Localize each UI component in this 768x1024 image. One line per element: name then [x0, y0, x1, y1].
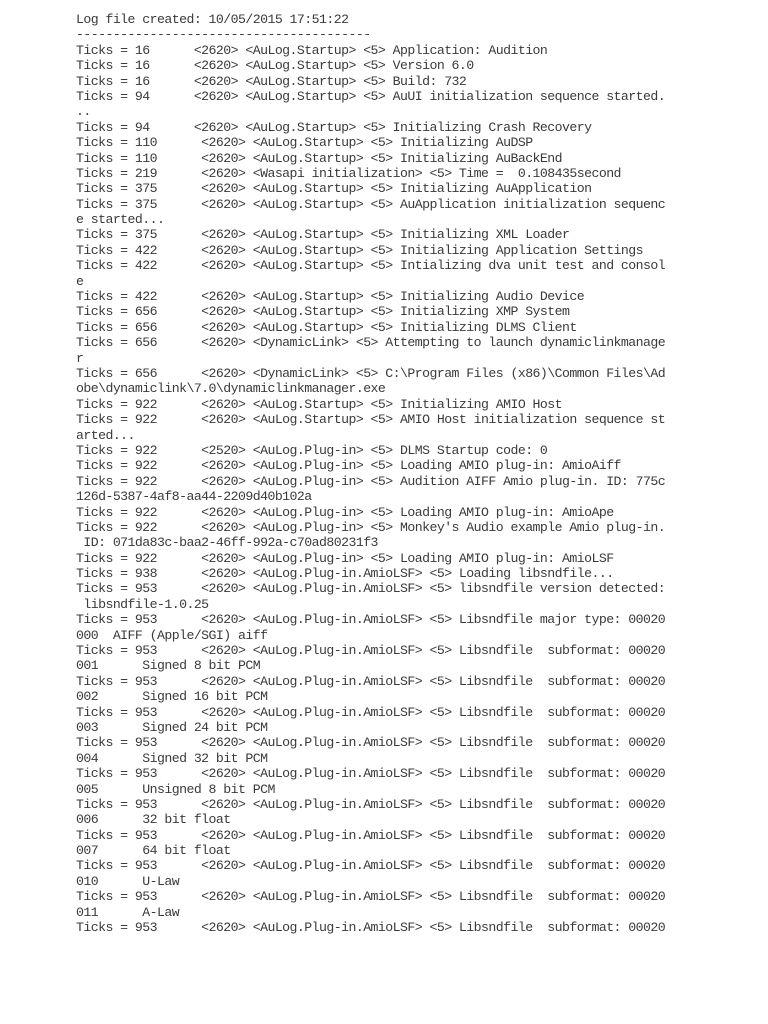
log-line: 005 Unsigned 8 bit PCM — [76, 781, 275, 797]
log-line: arted... — [76, 427, 135, 443]
log-line: Ticks = 375 <2620> <AuLog.Startup> <5> Initializing XML Loader — [76, 227, 570, 243]
log-line: Ticks = 953 <2620> <AuLog.Plug-in.AmioLSF> <5> Libsndfile subformat: 00020 — [76, 673, 666, 689]
log-line: Ticks = 922 <2620> <AuLog.Plug-in> <5> Loading AMIO plug-in: AmioApe — [76, 504, 614, 520]
log-line: Ticks = 656 <2620> <AuLog.Startup> <5> Initializing DLMS Client — [76, 319, 577, 335]
log-line: Ticks = 16 <2620> <AuLog.Startup> <5> Version 6.0 — [76, 58, 474, 74]
log-line: Ticks = 953 <2620> <AuLog.Plug-in.AmioLSF> <5> Libsndfile subformat: 00020 — [76, 766, 666, 782]
log-line: Ticks = 16 <2620> <AuLog.Startup> <5> Application: Audition — [76, 42, 548, 58]
log-line: 006 32 bit float — [76, 812, 231, 828]
log-line: ID: 071da83c-baa2-46ff-992a-c70ad80231f3 — [76, 535, 378, 551]
log-line: 010 U-Law — [76, 873, 180, 889]
log-line: Ticks = 422 <2620> <AuLog.Startup> <5> Intializing dva unit test and consol — [76, 258, 666, 274]
log-line: Ticks = 922 <2520> <AuLog.Plug-in> <5> DLMS Startup code: 0 — [76, 442, 548, 458]
log-line: Ticks = 953 <2620> <AuLog.Plug-in.AmioLSF> <5> Libsndfile subformat: 00020 — [76, 889, 666, 905]
log-line: Ticks = 94 <2620> <AuLog.Startup> <5> AuUI initialization sequence started. — [76, 88, 666, 104]
log-line: 003 Signed 24 bit PCM — [76, 719, 268, 735]
log-line: Ticks = 922 <2620> <AuLog.Plug-in> <5> Loading AMIO plug-in: AmioLSF — [76, 550, 614, 566]
log-line: 007 64 bit float — [76, 843, 231, 859]
log-line: Ticks = 110 <2620> <AuLog.Startup> <5> Initializing AuBackEnd — [76, 150, 563, 166]
log-line: obe\dynamiclink\7.0\dynamiclinkmanager.exe — [76, 381, 386, 397]
log-line: e started... — [76, 212, 165, 228]
log-line: Ticks = 656 <2620> <DynamicLink> <5> Attempting to launch dynamiclinkmanage — [76, 335, 666, 351]
log-line: .. — [76, 104, 91, 120]
log-line: Ticks = 953 <2620> <AuLog.Plug-in.AmioLSF> <5> Libsndfile subformat: 00020 — [76, 796, 666, 812]
log-line: Ticks = 656 <2620> <DynamicLink> <5> C:\Program Files (x86)\Common Files\Ad — [76, 365, 666, 381]
log-line: Ticks = 94 <2620> <AuLog.Startup> <5> Initializing Crash Recovery — [76, 119, 592, 135]
log-separator: ---------------------------------------- — [76, 27, 371, 43]
log-line: Ticks = 922 <2620> <AuLog.Plug-in> <5> Loading AMIO plug-in: AmioAiff — [76, 458, 621, 474]
log-line: 000 AIFF (Apple/SGI) aiff — [76, 627, 268, 643]
log-document — [76, 12, 676, 935]
log-line: Ticks = 422 <2620> <AuLog.Startup> <5> Initializing Application Settings — [76, 242, 644, 258]
log-line: e — [76, 273, 84, 289]
log-line: Ticks = 953 <2620> <AuLog.Plug-in.AmioLSF> <5> Libsndfile subformat: 00020 — [76, 827, 666, 843]
log-line: r — [76, 350, 84, 366]
log-line: Ticks = 375 <2620> <AuLog.Startup> <5> Initializing AuApplication — [76, 181, 592, 197]
log-line: Ticks = 110 <2620> <AuLog.Startup> <5> Initializing AuDSP — [76, 135, 533, 151]
log-line: Ticks = 922 <2620> <AuLog.Plug-in> <5> Audition AIFF Amio plug-in. ID: 775c — [76, 473, 666, 489]
log-line: Ticks = 953 <2620> <AuLog.Plug-in.AmioLSF> <5> Libsndfile subformat: 00020 — [76, 735, 666, 751]
log-line: Ticks = 953 <2620> <AuLog.Plug-in.AmioLSF> <5> Libsndfile major type: 00020 — [76, 612, 666, 628]
log-line: Ticks = 953 <2620> <AuLog.Plug-in.AmioLSF> <5> Libsndfile subformat: 00020 — [76, 643, 666, 659]
log-line: Ticks = 422 <2620> <AuLog.Startup> <5> Initializing Audio Device — [76, 289, 585, 305]
log-line: Ticks = 953 <2620> <AuLog.Plug-in.AmioLSF> <5> Libsndfile subformat: 00020 — [76, 920, 666, 936]
log-line: Ticks = 953 <2620> <AuLog.Plug-in.AmioLSF> <5> Libsndfile subformat: 00020 — [76, 858, 666, 874]
log-line: 004 Signed 32 bit PCM — [76, 750, 268, 766]
log-line: 011 A-Law — [76, 904, 180, 920]
log-lines — [76, 43, 676, 936]
log-line: Ticks = 219 <2620> <Wasapi initialization> <5> Time = 0.108435second — [76, 165, 621, 181]
log-line: Ticks = 922 <2620> <AuLog.Plug-in> <5> Monkey's Audio example Amio plug-in. — [76, 519, 666, 535]
log-line: Ticks = 656 <2620> <AuLog.Startup> <5> Initializing XMP System — [76, 304, 570, 320]
log-line: 001 Signed 8 bit PCM — [76, 658, 261, 674]
log-line: Ticks = 375 <2620> <AuLog.Startup> <5> AuApplication initialization sequenc — [76, 196, 666, 212]
log-line: Ticks = 953 <2620> <AuLog.Plug-in.AmioLSF> <5> Libsndfile subformat: 00020 — [76, 704, 666, 720]
log-line: Ticks = 922 <2620> <AuLog.Startup> <5> AMIO Host initialization sequence st — [76, 412, 666, 428]
log-line: Ticks = 16 <2620> <AuLog.Startup> <5> Build: 732 — [76, 73, 467, 89]
log-line: Ticks = 938 <2620> <AuLog.Plug-in.AmioLSF> <5> Loading libsndfile... — [76, 566, 614, 582]
log-line: libsndfile-1.0.25 — [76, 596, 209, 612]
log-line: 126d-5387-4af8-aa44-2209d40b102a — [76, 489, 312, 505]
log-line: 002 Signed 16 bit PCM — [76, 689, 268, 705]
log-line: Ticks = 953 <2620> <AuLog.Plug-in.AmioLSF> <5> libsndfile version detected: — [76, 581, 666, 597]
log-line: Ticks = 922 <2620> <AuLog.Startup> <5> Initializing AMIO Host — [76, 396, 563, 412]
log-header: Log file created: 10/05/2015 17:51:22 — [76, 12, 349, 27]
